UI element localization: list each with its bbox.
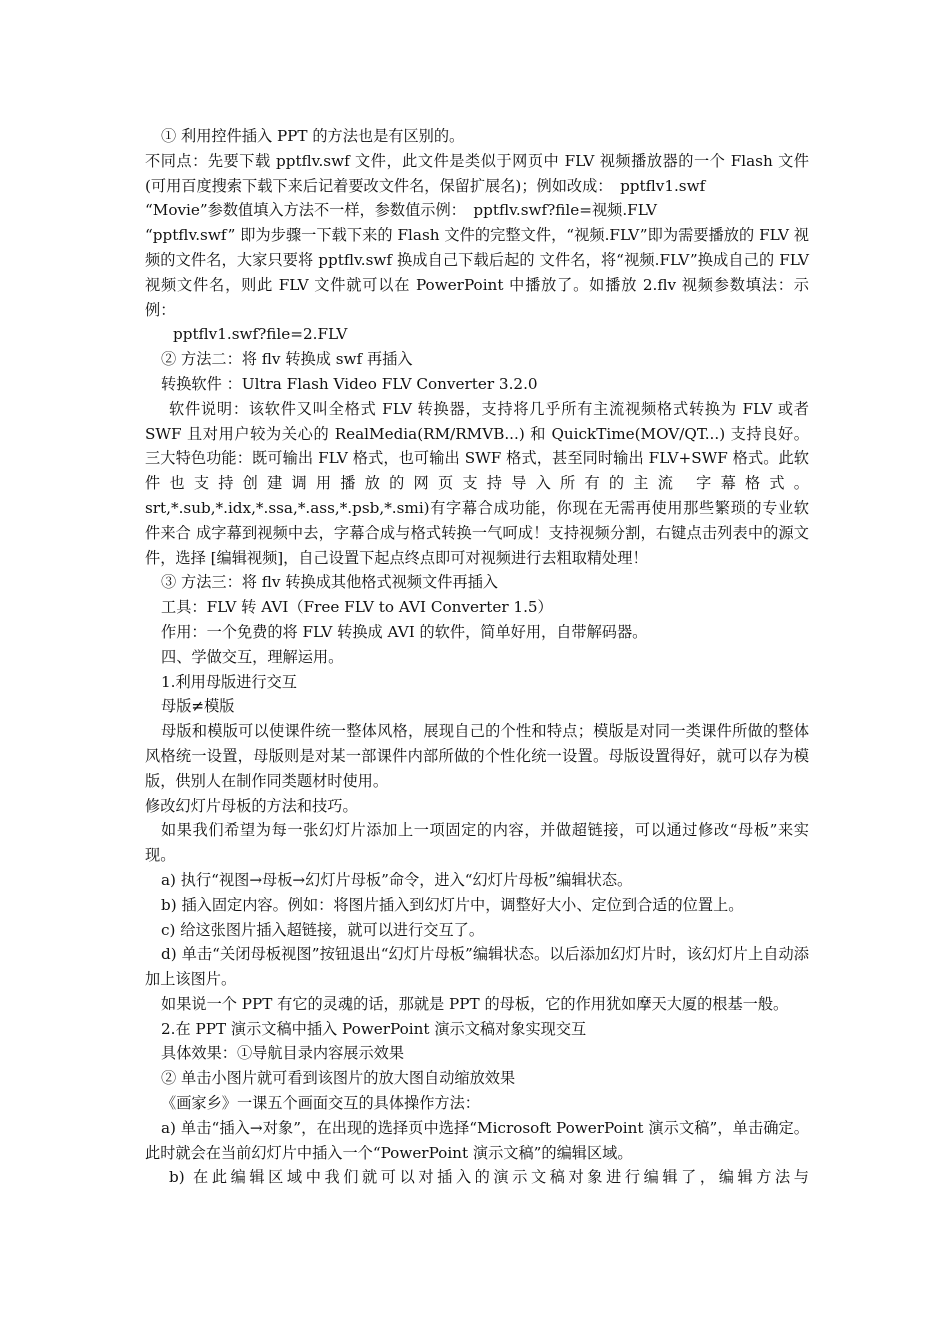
paragraph-pptflv-explain: “pptflv.swf” 即为步骤一下载下来的 Flash 文件的完整文件，“视频.FLV”即为需要播放的 FLV 视频的文件名，大家只要将 pptflv.swf 换成自己下载后起的 文件名，将“视频.FLV”换成自己的 FLV 视频文件名，则此 FLV 文件就可以在 PowerPoint 中播放了。如播放 2.flv 视频参数填法：示例：	[145, 226, 809, 319]
paragraph-section-four: 四、学做交互，理解运用。	[161, 647, 344, 666]
paragraph-step-a: a) 执行“视图→母板→幻灯片母板”命令，进入“幻灯片母板”编辑状态。	[161, 870, 633, 889]
paragraph-step-d: d) 单击“关闭母板视图”按钮退出“幻灯片母板”编辑状态。以后添加幻灯片时，该幻灯片上自动添加上该图片。	[145, 945, 809, 989]
paragraph-step-b: b) 插入固定内容。例如：将图片插入到幻灯片中，调整好大小、定位到合适的位置上。	[161, 895, 744, 914]
paragraph-master-explain: 母版和模版可以使课件统一整体风格，展现自己的个性和特点；模版是对同一类课件所做的整体风格统一设置，母版则是对某一部课件内部所做的个性化统一设置。母版设置得好，就可以存为模版，供别人在制作同类题材时使用。	[145, 722, 809, 790]
paragraph-difference: 不同点：先要下载 pptflv.swf 文件，此文件是类似于网页中 FLV 视频播放器的一个 Flash 文件(可用百度搜索下载下来后记着要改文件名，保留扩展名)；例如改成： pptflv1.swf	[145, 151, 809, 195]
paragraph-software-description: 软件说明：该软件又叫全格式 FLV 转换器，支持将几乎所有主流视频格式转换为 FLV 或者 SWF 且对用户较为关心的 RealMedia(RM/RMVB...) 和 QuickTime(MOV/QT...) 支持良好。三大特色功能：既可输出 FLV 格式，也可输出 SWF 格式，甚至同时输出 FLV+SWF 格式。此软件也支持创建调用播放的网页支持导入所有的主流 字幕格式。	[145, 399, 809, 493]
document-page	[145, 124, 809, 1190]
paragraph-tool: 工具：FLV 转 AVI（Free FLV to AVI Converter 1.5）	[161, 598, 553, 617]
paragraph-modify-master: 修改幻灯片母板的方法和技巧。	[145, 796, 358, 815]
paragraph-method-three: ③ 方法三：将 flv 转换成其他格式视频文件再插入	[161, 573, 498, 592]
paragraph-insert-ppt-object: 2.在 PPT 演示文稿中插入 PowerPoint 演示文稿对象实现交互	[161, 1019, 587, 1038]
paragraph-subtitle-formats: srt,*.sub,*.idx,*.ssa,*.ass,*.psb,*.smi)有字幕合成功能，你现在无需再使用那些繁琐的专业软件来合 成字幕到视频中去，字幕合成与格式转换一气呵成！支持视频分割，右键点击列表中的源文件，选择 [编辑视频]，自己设置下起点终点即可对视频进行去粗取精处理！	[145, 498, 809, 567]
paragraph-ppt-soul: 如果说一个 PPT 有它的灵魂的话，那就是 PPT 的母板，它的作用犹如摩天大厦的根基一般。	[161, 994, 789, 1013]
paragraph-lesson-method: 《画家乡》一课五个画面交互的具体操作方法：	[161, 1094, 480, 1113]
paragraph-insert-step-b: b) 在此编辑区域中我们就可以对插入的演示文稿对象进行编辑了，编辑方法与	[169, 1168, 809, 1187]
paragraph-effect-one: 具体效果：①导航目录内容展示效果	[161, 1044, 404, 1063]
paragraph-movie-param: “Movie”参数值填入方法不一样，参数值示例： pptflv.swf?file=视频.FLV	[145, 201, 657, 220]
paragraph-example-code: pptflv1.swf?file=2.FLV	[173, 325, 348, 344]
paragraph-master-interaction: 1.利用母版进行交互	[161, 672, 297, 691]
paragraph-converter-software: 转换软件 ：Ultra Flash Video FLV Converter 3.2.0	[161, 374, 538, 393]
paragraph-effect-two: ② 单击小图片就可看到该图片的放大图自动缩放效果	[161, 1069, 516, 1088]
paragraph-method-two: ② 方法二：将 flv 转换成 swf 再插入	[161, 350, 413, 369]
paragraph-step-c: c) 给这张图片插入超链接，就可以进行交互了。	[161, 920, 485, 939]
paragraph-method-one: ① 利用控件插入 PPT 的方法也是有区别的。	[161, 127, 465, 145]
paragraph-insert-step-a: a) 单击“插入→对象”，在出现的选择页中选择“Microsoft PowerPoint 演示文稿”，单击确定。此时就会在当前幻灯片中插入一个“PowerPoint 演示文稿”的编辑区域。	[145, 1118, 809, 1162]
paragraph-purpose: 作用：一个免费的将 FLV 转换成 AVI 的软件，简单好用，自带解码器。	[161, 622, 648, 641]
paragraph-fixed-content: 如果我们希望为每一张幻灯片添加上一项固定的内容，并做超链接，可以通过修改“母板”来实现。	[145, 821, 809, 865]
paragraph-master-not-template: 母版≠模版	[161, 697, 235, 716]
